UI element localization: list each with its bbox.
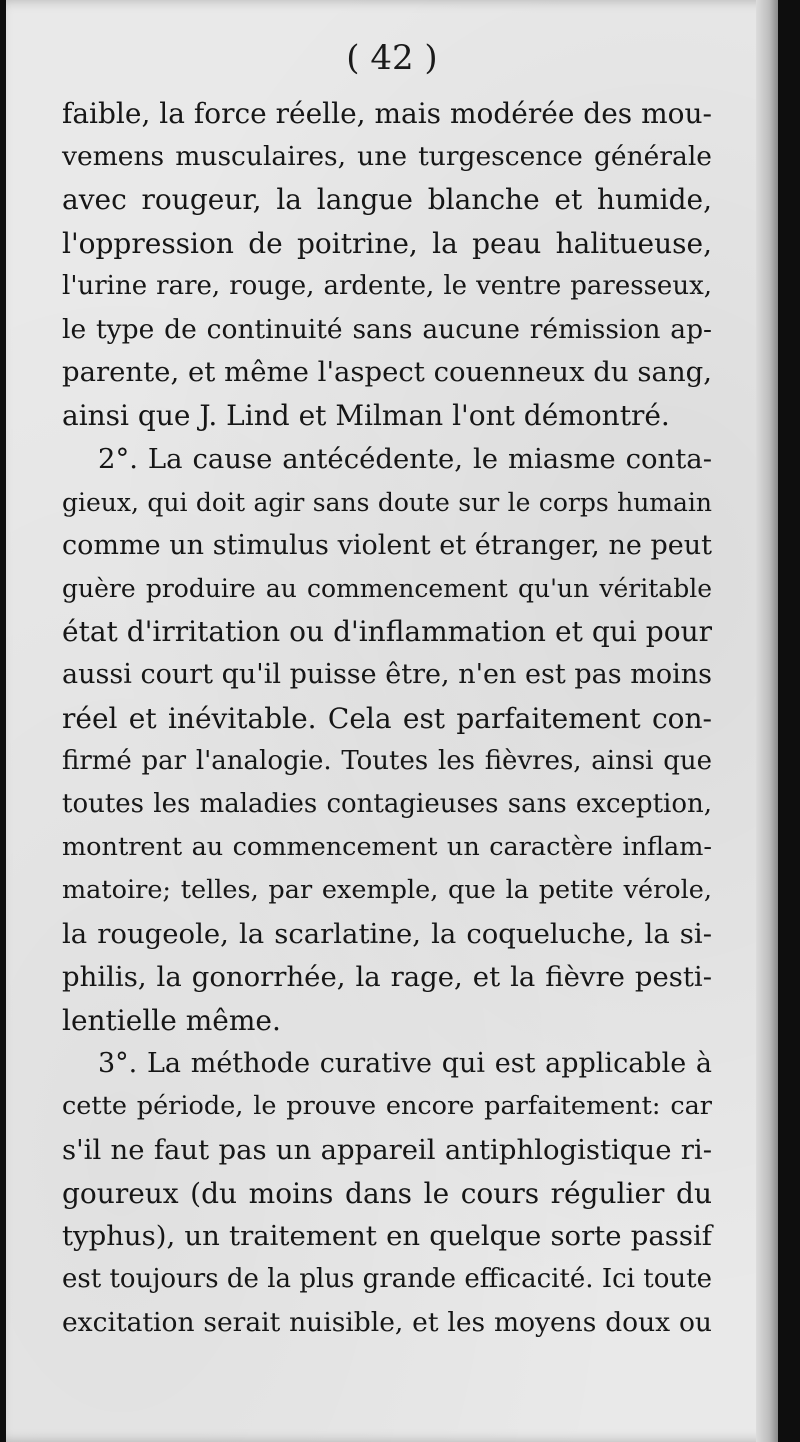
text-line: excitation serait nuisible, et les moyens doux ou: [62, 1307, 712, 1339]
text-line: est toujours de la plus grande efficacité. Ici toute: [62, 1264, 712, 1295]
text-line: 3°. La méthode curative qui est applicable à: [98, 1048, 712, 1080]
page-spine-shadow: [756, 0, 778, 1442]
text-line: guère produire au commencement qu'un véritable: [62, 574, 712, 604]
text-line: lentielle même.: [62, 1003, 281, 1037]
text-line: aussi court qu'il puisse être, n'en est pas moins: [62, 659, 712, 691]
book-page: [6, 0, 778, 1442]
text-line: gieux, qui doit agir sans doute sur le corps humain: [62, 487, 712, 517]
text-line: la rougeole, la scarlatine, la coqueluche, la si-: [62, 917, 712, 950]
text-line: comme un stimulus violent et étranger, ne peut: [62, 529, 712, 561]
text-line: firmé par l'analogie. Toutes les fièvres, ainsi que: [62, 745, 712, 776]
text-line: état d'irritation ou d'inflammation et qui pour: [62, 615, 712, 649]
text-line: vemens musculaires, une turgescence générale: [62, 141, 712, 173]
text-line: réel et inévitable. Cela est parfaitement con-: [62, 701, 712, 735]
text-line: ainsi que J. Lind et Milman l'ont démontré.: [62, 399, 670, 433]
text-line: 2°. La cause antécédente, le miasme conta-: [98, 442, 712, 475]
text-line: toutes les maladies contagieuses sans exception,: [62, 789, 712, 819]
text-line: goureux (du moins dans le cours régulier du: [62, 1176, 712, 1210]
text-line: montrent au commencement un caractère inflam-: [62, 832, 712, 863]
text-line: parente, et même l'aspect couenneux du sang,: [62, 356, 712, 389]
page-number: ( 42 ): [346, 38, 438, 78]
body-text: [62, 92, 712, 1344]
text-line: typhus), un traitement en quelque sorte passif: [62, 1219, 712, 1252]
text-line: l'urine rare, rouge, ardente, le ventre paresseux,: [62, 270, 712, 301]
text-line: avec rougeur, la langue blanche et humide,: [62, 183, 712, 217]
text-line: philis, la gonorrhée, la rage, et la fièvre pesti-: [62, 960, 712, 993]
text-line: s'il ne faut pas un appareil antiphlogistique ri-: [62, 1133, 712, 1166]
text-line: matoire; telles, par exemple, que la petite vérole,: [62, 875, 712, 906]
text-line: faible, la force réelle, mais modérée des mou-: [62, 97, 712, 130]
text-line: le type de continuité sans aucune rémission ap-: [62, 313, 712, 345]
text-line: l'oppression de poitrine, la peau halitueuse,: [62, 226, 712, 260]
text-line: cette période, le prouve encore parfaitement: car: [62, 1091, 712, 1122]
